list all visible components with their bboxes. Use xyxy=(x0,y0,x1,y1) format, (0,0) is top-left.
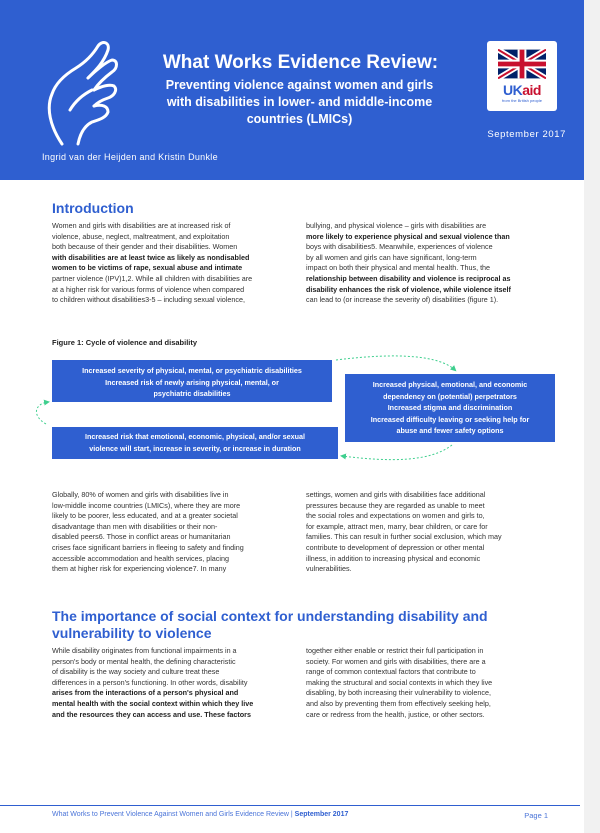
social-right-column: together either enable or restrict their full participation in society. For women and girls with disabilities, there are a range of common contextual factors that contribute to making the structural and social contexts in which they live disabling, by both increasing their vulnerability to violence, and also by preventing them from effectively seeking help, care or redress from the health, justice, or other sectors. xyxy=(306,646,493,719)
social-left-column: While disability originates from functional impairments in a person's body or mental health, the defining characteristic of disability is the way society and culture treat these differences in a person's functioning. In other words, disability arises from the interactions of a person's physical and mental health with the social context within which they live and the resources they can access and use. These factors xyxy=(52,646,254,719)
footer-text: What Works to Prevent Violence Against Women and Girls Evidence Review | September 2017 xyxy=(52,811,349,818)
intro-right-column: bullying, and physical violence – girls with disabilities are more likely to experience physical and sexual violence than boys with disabilities5. Meanwhile, experiences of violence by all women and girls can have significant, long-term impact on both their physical and mental health. Thus, the relationship between disability and violence is reciprocal as disability enhances the risk of violence, while violence itself can lead to (or increase the severity of) disabilities (figure 1). xyxy=(306,221,511,305)
arrow-right-to-bottom-icon xyxy=(342,445,452,460)
header-banner xyxy=(0,0,600,180)
social-context-heading: The importance of social context for understanding disability and vulnerability to violence xyxy=(52,608,488,641)
figure-box-right: Increased physical, emotional, and economic dependency on (potential) perpetrators Increased stigma and discrimination Increased difficulty leaving or seeking help for abuse and fewer safety options xyxy=(345,374,555,442)
introduction-heading: Introduction xyxy=(52,200,134,216)
middle-right-column: settings, women and girls with disabilities face additional pressures because they are regarded as unable to meet the social roles and expectations on women and girls to, for example, attract men, marry, bear children, or care for families. This can result in further social exclusion, which may contribute to development of depression or other mental illness, in addition to increasing physical and economic vulnerabilities. xyxy=(306,490,502,574)
arrow-bottom-to-top-icon xyxy=(36,402,48,424)
footer-divider xyxy=(0,805,580,806)
figure-box-top: Increased severity of physical, mental, or psychiatric disabilities Increased risk of newly arising physical, mental, or psychiatric disabilities xyxy=(52,360,332,402)
ukaid-tagline: from the British people xyxy=(501,98,543,103)
report-title: What Works Evidence Review: xyxy=(162,52,439,73)
ukaid-wordmark: UKaid xyxy=(503,82,541,98)
authors: Ingrid van der Heijden and Kristin Dunkle xyxy=(42,152,218,162)
figure-title: Figure 1: Cycle of violence and disability xyxy=(52,338,198,347)
ukaid-logo xyxy=(487,41,557,111)
arrow-top-to-right-icon xyxy=(336,356,455,370)
page-number: Page 1 xyxy=(524,811,548,820)
union-jack-flag-icon xyxy=(498,49,546,79)
figure-box-bottom: Increased risk that emotional, economic, physical, and/or sexual violence will start, increase in severity, or increase in duration xyxy=(52,427,338,459)
page-edge xyxy=(584,0,600,833)
report-subtitle: Preventing violence against women and girls with disabilities in lower- and middle-income countries (LMICs) xyxy=(165,78,434,126)
middle-left-column: Globally, 80% of women and girls with disabilities live in low-middle income countries (LMICs), where they are more likely to be poorer, less educated, and at a greater societal disadvantage than men with disabilities or their non- disabled peers6. Those in conflict areas or humanitarian crises face significant barriers in fleeing to safety and finding accessible accommodation and health services, placing them at higher risk for experiencing violence7. In many xyxy=(52,490,244,574)
intro-left-column: Women and girls with disabilities are at increased risk of violence, abuse, neglect, maltreatment, and exploitation both because of their gender and their disabilities. Women with disabilities are at least twice as likely as nondisabled women to be victims of rape, sexual abuse and intimate partner violence (IPV)1,2. While all children with disabilities are at a higher risk for various forms of violence when compared to children without disabilities3-5 – including sexual violence, xyxy=(52,221,253,305)
publication-date: September 2017 xyxy=(487,129,566,140)
hands-logo-icon xyxy=(40,38,120,150)
